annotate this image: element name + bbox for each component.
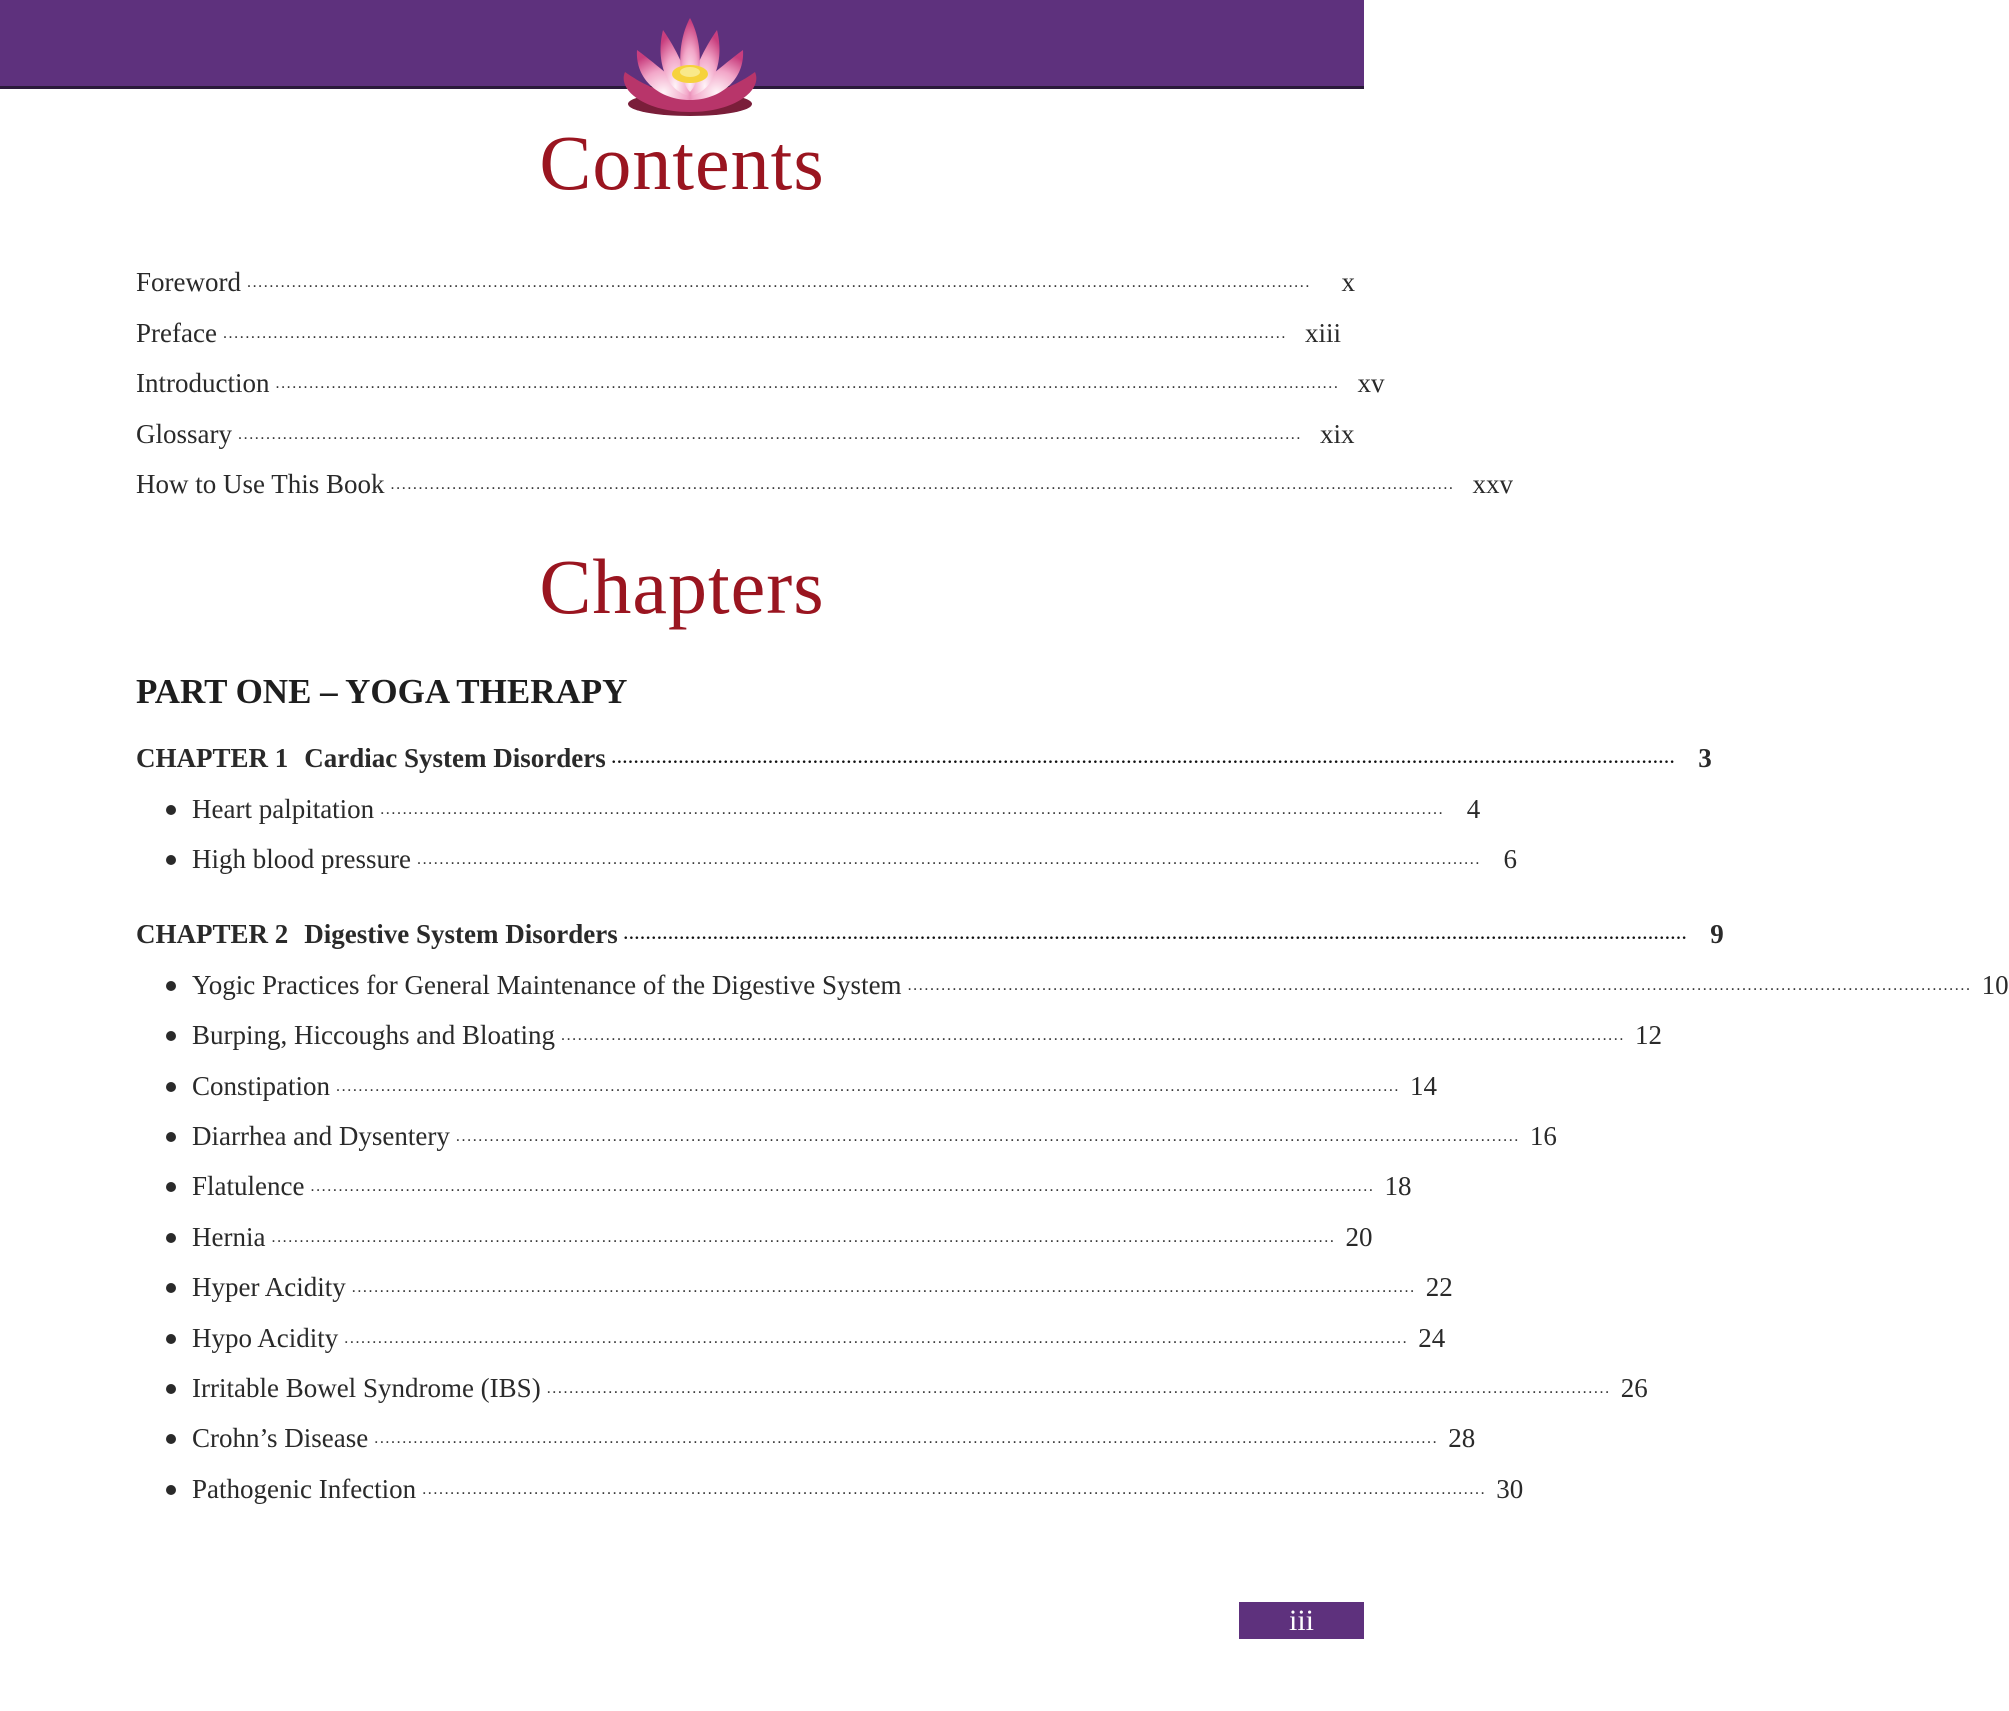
item-label: Hypo Acidity [192, 1322, 339, 1353]
item-label: Pathogenic Infection [192, 1473, 417, 1504]
item-label-wrap [166, 1473, 417, 1504]
bullet-icon [166, 1434, 176, 1444]
toc-item[interactable] [136, 1352, 1648, 1403]
chapter-label [136, 921, 618, 948]
chapter-1-block [136, 722, 1712, 875]
dot-leader: .............................................................................................................................................................................................. [238, 425, 1302, 443]
item-label: Yogic Practices for General Maintenance of the Digestive System [192, 969, 902, 1000]
dot-leader: .............................................................................................................................................................................................. [275, 375, 1340, 393]
item-page: 10 [1981, 969, 2009, 1000]
toc-entry-how-to-use[interactable] [136, 448, 1514, 499]
item-page: 16 [1529, 1120, 1557, 1151]
item-label-wrap [166, 1221, 266, 1252]
item-page: 18 [1384, 1171, 1412, 1202]
bullet-icon [166, 855, 176, 865]
toc-item[interactable] [136, 823, 1517, 875]
item-label: Burping, Hiccoughs and Bloating [192, 1020, 555, 1051]
item-label-wrap [166, 1173, 304, 1200]
toc-item[interactable] [136, 1452, 1524, 1504]
item-label-wrap [166, 969, 902, 1000]
bullet-icon [166, 1334, 176, 1344]
toc-item[interactable] [136, 1251, 1453, 1303]
toc-entry-page: xiii [1304, 317, 1341, 348]
bullet-icon [166, 1182, 176, 1192]
bullet-icon [166, 1233, 176, 1243]
chapter-entry[interactable] [136, 722, 1712, 774]
toc-entry-glossary[interactable] [136, 397, 1355, 449]
dot-leader: .............................................................................................................................................................................................. [422, 1480, 1487, 1498]
item-page: 6 [1503, 844, 1517, 875]
toc-entry-page: x [1341, 267, 1355, 298]
item-page: 4 [1466, 793, 1481, 824]
toc-item[interactable] [136, 1200, 1373, 1252]
bullet-icon [166, 1485, 176, 1495]
dot-leader: .............................................................................................................................................................................................. [455, 1127, 1520, 1145]
front-matter-list [136, 246, 1514, 499]
item-label-wrap [166, 1022, 555, 1049]
toc-entry-page: xxv [1472, 468, 1514, 499]
dot-leader: .............................................................................................................................................................................................. [546, 1379, 1611, 1397]
toc-entry-preface[interactable] [136, 296, 1341, 348]
dot-leader: .............................................................................................................................................................................................. [416, 851, 1481, 869]
item-label-wrap [166, 1372, 541, 1403]
item-page: 14 [1410, 1070, 1438, 1101]
chapter-title: Cardiac System Disorders [304, 743, 606, 774]
page-number: iii [1239, 1602, 1364, 1639]
dot-leader: .............................................................................................................................................................................................. [336, 1077, 1401, 1095]
toc-entry-page: xv [1357, 368, 1385, 399]
item-label-wrap [166, 1120, 450, 1151]
chapter-title: Digestive System Disorders [304, 919, 618, 950]
dot-leader: .............................................................................................................................................................................................. [374, 1430, 1439, 1448]
dot-leader: .............................................................................................................................................................................................. [222, 324, 1287, 342]
toc-entry-label: Introduction [136, 368, 270, 399]
dot-leader: .............................................................................................................................................................................................. [310, 1178, 1375, 1196]
item-page: 22 [1425, 1272, 1453, 1303]
dot-leader: .............................................................................................................................................................................................. [246, 274, 1311, 292]
chapter-number: CHAPTER 2 [136, 919, 289, 950]
chapter-page: 9 [1710, 919, 1724, 950]
item-label-wrap [166, 1274, 346, 1301]
bullet-icon [166, 1082, 176, 1092]
item-label: Hernia [192, 1221, 266, 1252]
toc-entry-label: Foreword [136, 267, 241, 298]
item-page: 30 [1496, 1473, 1524, 1504]
toc-entry-label: How to Use This Book [136, 468, 385, 499]
item-label: Diarrhea and Dysentery [192, 1120, 450, 1151]
item-page: 26 [1620, 1372, 1648, 1403]
toc-item[interactable] [136, 1150, 1412, 1202]
item-label: Crohn’s Disease [192, 1423, 369, 1454]
item-label-wrap [166, 793, 375, 824]
part-title: PART ONE – YOGA THERAPY [136, 672, 628, 711]
toc-entry-foreword[interactable] [136, 246, 1355, 298]
item-label: Heart palpitation [192, 793, 375, 824]
item-label: Hyper Acidity [192, 1272, 346, 1303]
bullet-icon [166, 1031, 176, 1041]
chapter-page: 3 [1698, 743, 1712, 774]
dot-leader: .............................................................................................................................................................................................. [344, 1329, 1409, 1347]
dot-leader: .............................................................................................................................................................................................. [271, 1228, 1336, 1246]
dot-leader: .............................................................................................................................................................................................. [907, 976, 1972, 994]
dot-leader: .............................................................................................................................................................................................. [611, 750, 1676, 768]
contents-heading: Contents [539, 119, 825, 206]
chapters-heading: Chapters [539, 543, 825, 630]
bullet-icon [166, 1132, 176, 1142]
dot-leader: .............................................................................................................................................................................................. [380, 800, 1445, 818]
bullet-icon [166, 1283, 176, 1293]
lotus-flower-icon [605, 12, 775, 127]
toc-item[interactable] [136, 1301, 1446, 1353]
item-label-wrap [166, 1070, 331, 1101]
bullet-icon [166, 1384, 176, 1394]
item-label-wrap [166, 1322, 339, 1353]
chapter-label [136, 745, 606, 772]
item-label: Irritable Bowel Syndrome (IBS) [192, 1372, 541, 1403]
item-label: Flatulence [192, 1171, 305, 1202]
dot-leader: .............................................................................................................................................................................................. [390, 475, 1455, 493]
dot-leader: .............................................................................................................................................................................................. [560, 1027, 1625, 1045]
dot-leader: .............................................................................................................................................................................................. [351, 1279, 1416, 1297]
item-page: 20 [1345, 1221, 1373, 1252]
toc-item[interactable] [136, 999, 1662, 1051]
chapter-number: CHAPTER 1 [136, 743, 289, 774]
toc-entry-page: xix [1320, 418, 1355, 449]
toc-item[interactable] [136, 1402, 1476, 1454]
toc-item[interactable] [136, 1049, 1438, 1101]
item-label-wrap [166, 1425, 368, 1452]
toc-item[interactable] [136, 948, 2009, 1000]
bullet-icon [166, 981, 176, 991]
toc-item[interactable] [136, 772, 1481, 824]
item-label-wrap [166, 846, 411, 873]
toc-entry-introduction[interactable] [136, 347, 1385, 399]
item-page: 24 [1418, 1322, 1446, 1353]
toc-item[interactable] [136, 1100, 1557, 1151]
item-label: Constipation [192, 1070, 331, 1101]
chapter-entry[interactable] [136, 898, 1724, 950]
toc-entry-label: Glossary [136, 418, 232, 449]
item-page: 28 [1448, 1423, 1476, 1454]
item-page: 12 [1634, 1020, 1662, 1051]
item-label: High blood pressure [192, 844, 411, 875]
chapter-2-block [136, 898, 2009, 1504]
dot-leader: .............................................................................................................................................................................................. [623, 926, 1688, 944]
toc-entry-label: Preface [136, 317, 217, 348]
bullet-icon [166, 805, 176, 815]
